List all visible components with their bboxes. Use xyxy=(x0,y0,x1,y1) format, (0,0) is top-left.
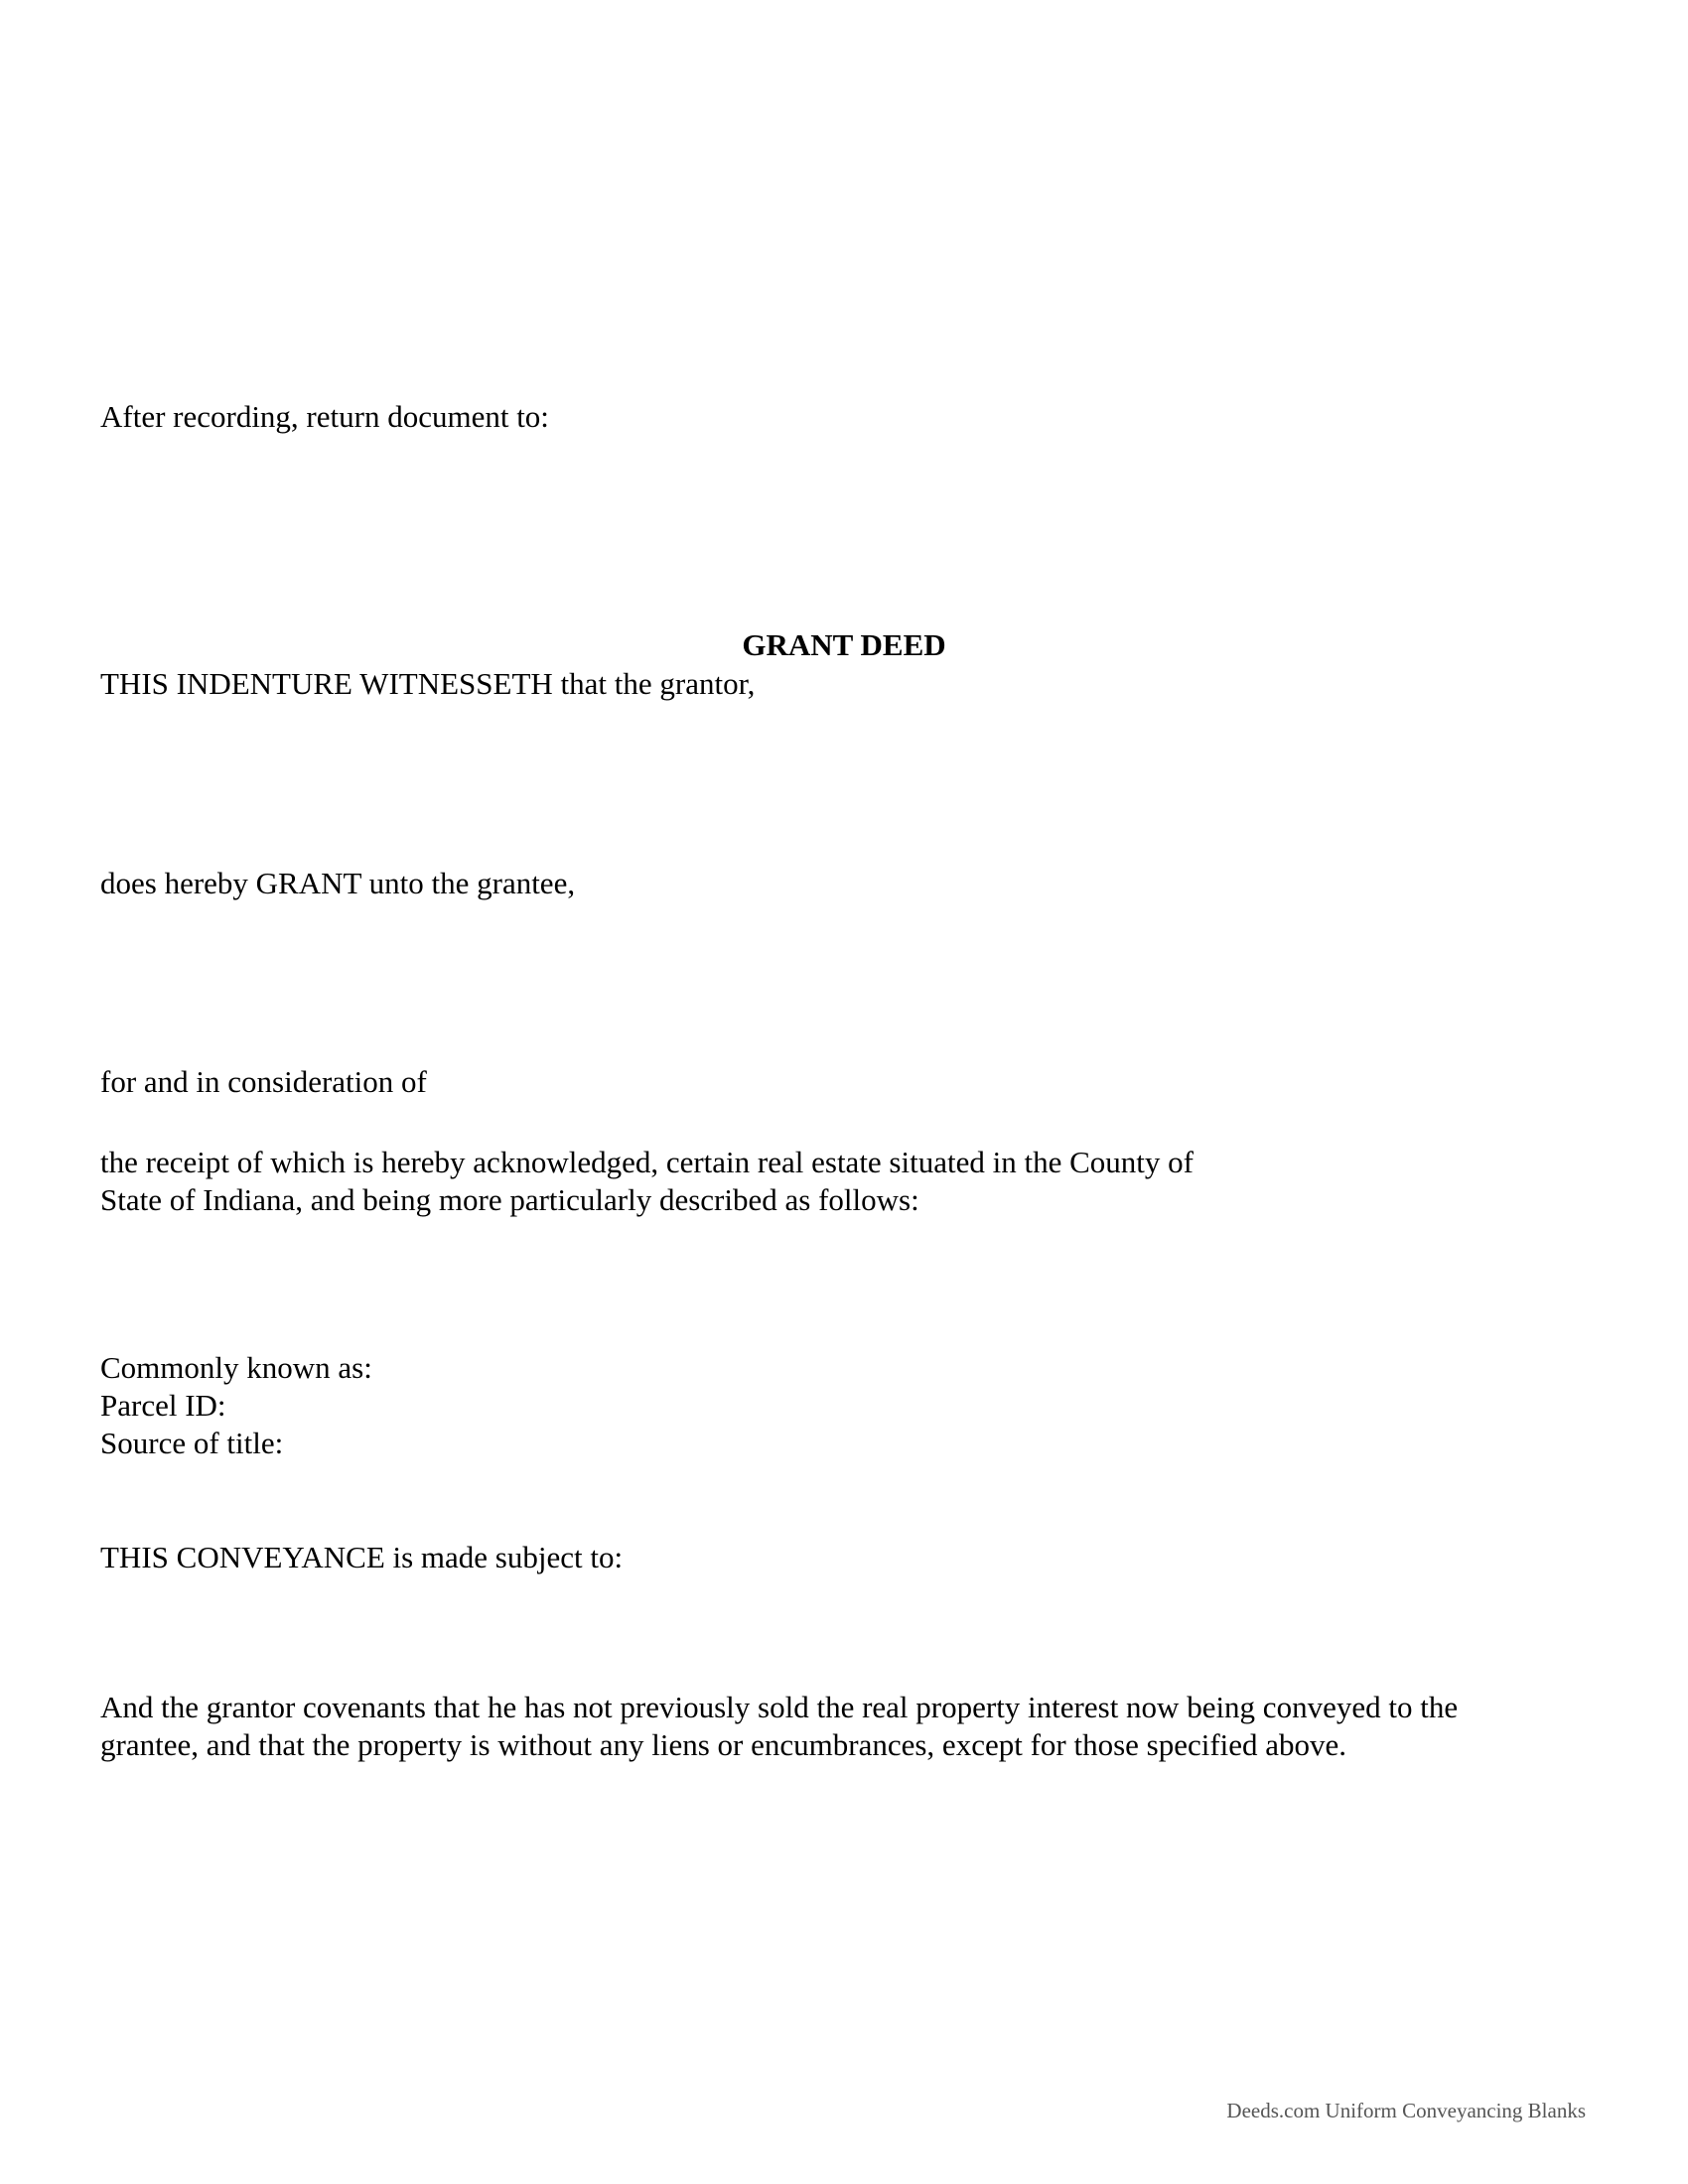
conveyance-line: THIS CONVEYANCE is made subject to: xyxy=(100,1540,624,1574)
commonly-known-label: Commonly known as: xyxy=(100,1350,372,1385)
grant-line: does hereby GRANT unto the grantee, xyxy=(100,866,576,900)
document-title: GRANT DEED xyxy=(742,627,946,662)
return-address-label: After recording, return document to: xyxy=(100,399,549,434)
parcel-id-label: Parcel ID: xyxy=(100,1388,226,1423)
indenture-line: THIS INDENTURE WITNESSETH that the grantor, xyxy=(100,666,756,701)
consideration-line: for and in consideration of xyxy=(100,1064,427,1099)
covenant-line-2: grantee, and that the property is without any liens or encumbrances, except for those specified above. xyxy=(100,1727,1347,1762)
footer-note: Deeds.com Uniform Conveyancing Blanks xyxy=(1226,2099,1586,2122)
receipt-line-2: State of Indiana, and being more particularly described as follows: xyxy=(100,1182,919,1217)
receipt-line-1: the receipt of which is hereby acknowledged, certain real estate situated in the County of xyxy=(100,1145,1194,1179)
covenant-line-1: And the grantor covenants that he has not previously sold the real property interest now being conveyed to the xyxy=(100,1690,1459,1724)
source-of-title-label: Source of title: xyxy=(100,1426,284,1460)
